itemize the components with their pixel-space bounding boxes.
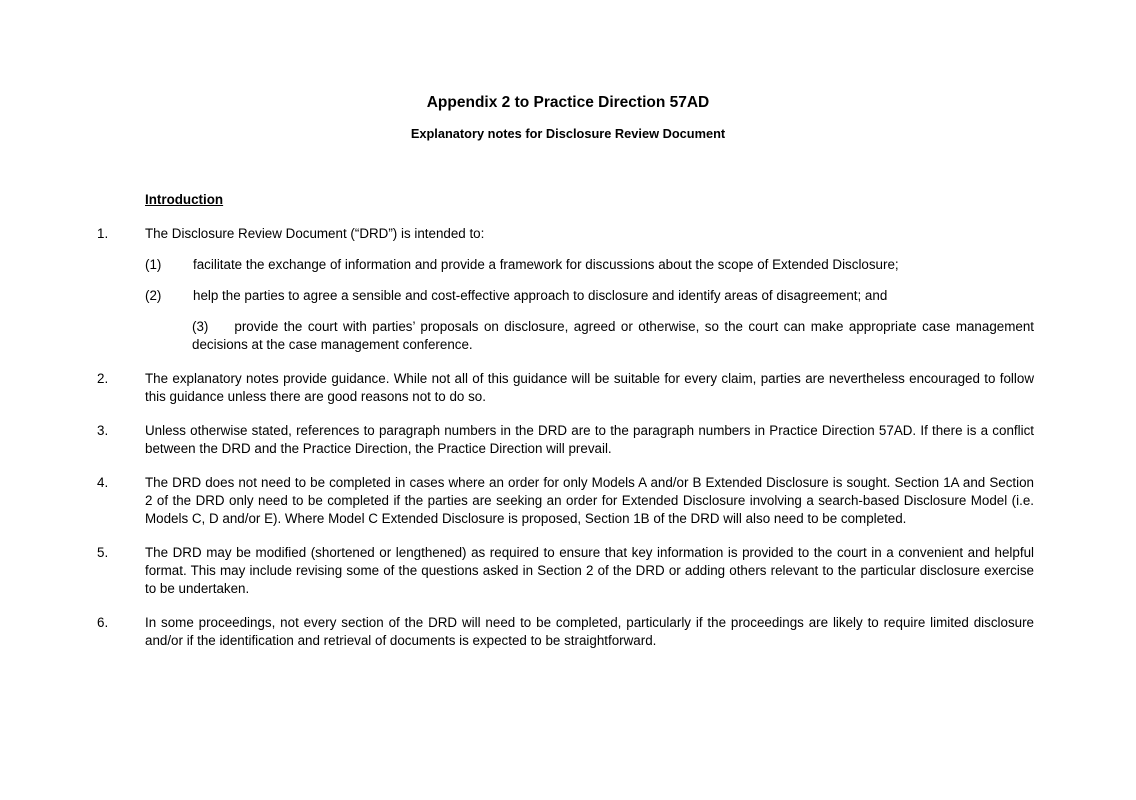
paragraph-5-text: The DRD may be modified (shortened or lengthened) as required to ensure that key information is provided to the court in a convenient and helpful format. This may include revising some of the questions asked in Section 2 of the DRD or adding others relevant to the particular disclosure exercise to be undertaken. bbox=[145, 545, 1034, 596]
paragraph-6-text: In some proceedings, not every section of the DRD will need to be completed, particularly if the proceedings are likely to require limited disclosure and/or if the identification and retrieval of documents is expected to be straightforward. bbox=[145, 615, 1034, 648]
paragraph-3-text: Unless otherwise stated, references to paragraph numbers in the DRD are to the paragraph numbers in Practice Direction 57AD. If there is a conflict between the DRD and the Practice Direction, the Practice Direction will prevail. bbox=[145, 423, 1034, 456]
paragraph-3 bbox=[97, 422, 1034, 458]
list-item-3 bbox=[192, 318, 1034, 354]
paragraph-4-text: The DRD does not need to be completed in cases where an order for only Models A and/or B Extended Disclosure is sought. Section 1A and Section 2 of the DRD only need to be completed if the parties are seeking an order for Extended Disclosure involving a search-based Disclosure Model (i.e. Models C, D and/or E). Where Model C Extended Disclosure is proposed, Section 1B of the DRD will also need to be completed. bbox=[145, 475, 1034, 526]
paragraph-6 bbox=[97, 614, 1034, 650]
list-item-3-number: (3) bbox=[192, 319, 209, 334]
list-item-1 bbox=[145, 256, 1034, 274]
list-item-3-text: provide the court with parties’ proposals on disclosure, agreed or otherwise, so the court can make appropriate case management decisions at the case management conference. bbox=[192, 319, 1034, 352]
list-item-2 bbox=[145, 287, 1034, 305]
paragraph-1 bbox=[97, 225, 1034, 243]
list-item-2-text: help the parties to agree a sensible and cost-effective approach to disclosure and identify areas of disagreement; and bbox=[193, 288, 888, 303]
document-body bbox=[97, 191, 1034, 650]
paragraph-4 bbox=[97, 474, 1034, 528]
list-item-2-number: (2) bbox=[145, 288, 162, 303]
paragraph-5-number: 5. bbox=[97, 545, 109, 560]
section-heading-introduction: Introduction bbox=[145, 192, 224, 207]
list-item-1-text: facilitate the exchange of information and provide a framework for discussions about the scope of Extended Disclosure; bbox=[193, 257, 899, 272]
paragraph-4-number: 4. bbox=[97, 475, 109, 490]
list-item-1-number: (1) bbox=[145, 257, 162, 272]
document-title: Appendix 2 to Practice Direction 57AD bbox=[426, 94, 710, 111]
paragraph-1-text: The Disclosure Review Document (“DRD”) is intended to: bbox=[145, 226, 485, 241]
document-subtitle: Explanatory notes for Disclosure Review Document bbox=[410, 126, 726, 141]
paragraph-2-number: 2. bbox=[97, 371, 109, 386]
paragraph-5 bbox=[97, 544, 1034, 598]
paragraph-2 bbox=[97, 370, 1034, 406]
paragraph-6-number: 6. bbox=[97, 615, 109, 630]
paragraph-1-number: 1. bbox=[97, 226, 109, 241]
paragraph-3-number: 3. bbox=[97, 423, 109, 438]
paragraph-2-text: The explanatory notes provide guidance. While not all of this guidance will be suitable for every claim, parties are nevertheless encouraged to follow this guidance unless there are good reasons not to do so. bbox=[145, 371, 1034, 404]
